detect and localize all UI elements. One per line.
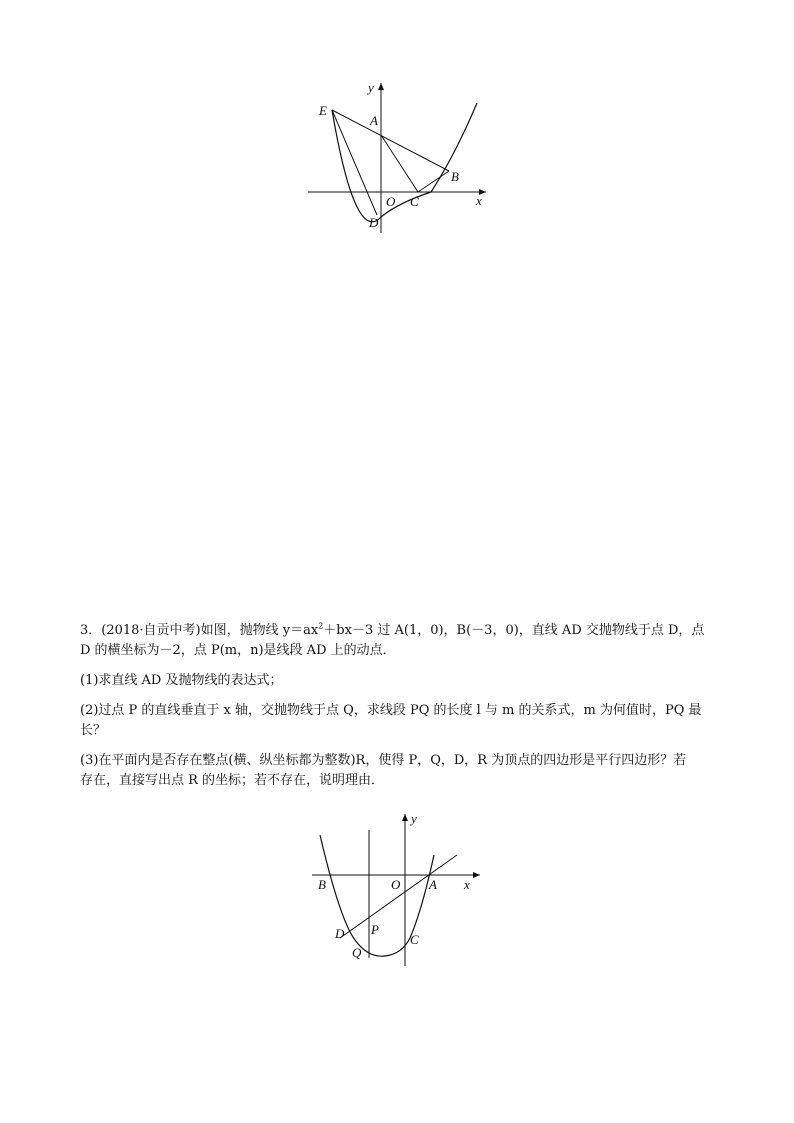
segment-AC: [381, 135, 418, 192]
problem-3: [80, 621, 720, 801]
problem-3-line2: D 的横坐标为－2，点 P(m，n)是线段 AD 上的动点．: [80, 643, 396, 658]
label-D: D: [369, 215, 379, 230]
label-Q: Q: [352, 945, 362, 960]
label-B: B: [318, 877, 326, 892]
label-E: E: [319, 103, 327, 118]
exponent-2: 2: [318, 621, 324, 631]
figure-1: [300, 75, 500, 235]
label-y: y: [368, 80, 374, 95]
segment-EB: [332, 110, 449, 171]
label-P: P: [371, 922, 379, 937]
question-3-line1: (3)在平面内是否存在整点(横、纵坐标都为整数)R，使得 P，Q，D，R 为顶点的四边形是平行四边形？若: [80, 753, 687, 768]
label-x: x: [464, 877, 470, 892]
problem-3-line1b: ＋bx－3 过 A(1，0)，B(－3，0)，直线 AD 交抛物线于点 D，点: [323, 623, 705, 638]
label-x: x: [476, 193, 482, 208]
problem-3-line1a: 3．(2018·自贡中考)如图，抛物线 y＝ax: [80, 623, 319, 638]
label-A: A: [370, 113, 378, 128]
label-B: B: [451, 169, 459, 184]
label-A: A: [429, 877, 437, 892]
label-D: D: [335, 926, 345, 941]
label-O: O: [391, 877, 401, 892]
figure-2: [300, 810, 500, 970]
label-y: y: [411, 811, 417, 826]
label-C: C: [410, 932, 419, 947]
question-3: [80, 751, 720, 791]
label-C: C: [410, 194, 419, 209]
question-2: (2)过点 P 的直线垂直于 x 轴，交抛物线于点 Q，求线段 PQ 的长度 l 与 m 的关系式，m 为何值时，PQ 最长？: [80, 703, 702, 738]
question-3-line2: 存在，直接写出点 R 的坐标；若不存在，说明理由．: [80, 773, 385, 788]
line-AD: [340, 855, 457, 938]
label-O: O: [386, 194, 396, 209]
question-1: (1)求直线 AD 及抛物线的表达式；: [80, 673, 283, 688]
problem-3-stem: [80, 621, 720, 661]
